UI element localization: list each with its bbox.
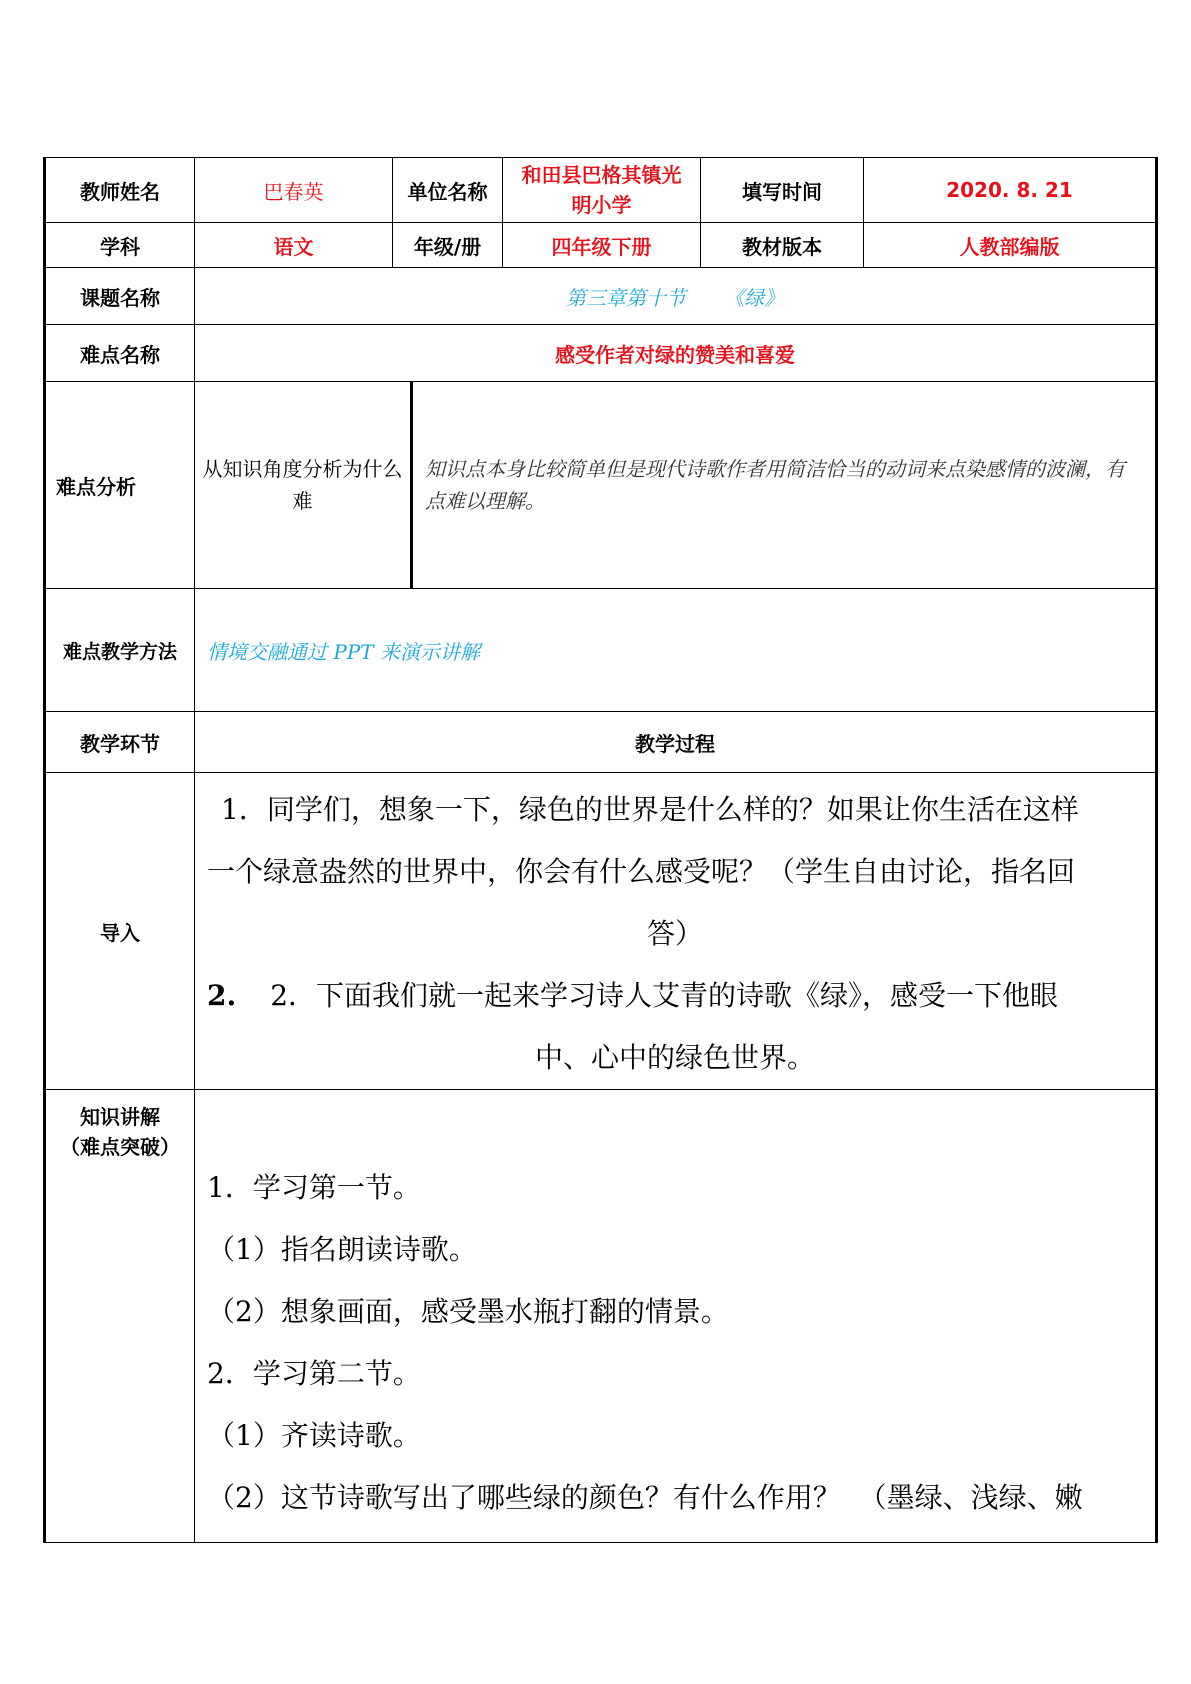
- knowledge-row: [45, 1090, 1157, 1543]
- difficulty-row: [45, 325, 1157, 382]
- grade-value: 四年级下册: [503, 223, 701, 268]
- intro-line-2: 一个绿意盎然的世界中，你会有什么感受呢？（学生自由讨论，指名回: [207, 855, 1076, 888]
- intro-line-4-num: 2.: [207, 979, 237, 1012]
- knowledge-text: [195, 1103, 1155, 1529]
- intro-line-4-text: 2．下面我们就一起来学习诗人艾青的诗歌《绿》，感受一下他眼: [270, 979, 1059, 1012]
- analysis-sub-label: 从知识角度分析为什么难: [195, 382, 413, 588]
- grade-label: 年级/册: [393, 223, 503, 268]
- knowledge-line: （2）这节诗歌写出了哪些绿的颜色？有什么作用？ （墨绿、浅绿、嫩: [207, 1481, 1083, 1514]
- method-row: [45, 589, 1157, 712]
- method-text: 情境交融通过 PPT 来演示讲解: [195, 589, 1157, 712]
- intro-line-1: 1．同学们，想象一下，绿色的世界是什么样的？如果让你生活在这样: [221, 793, 1079, 826]
- method-label: 难点教学方法: [45, 589, 195, 712]
- edition-label: 教材版本: [701, 223, 864, 268]
- header-row-1: [45, 158, 1157, 223]
- knowledge-line: 1．学习第一节。: [207, 1171, 421, 1204]
- unit-value: [503, 158, 701, 223]
- knowledge-line: （1）指名朗读诗歌。: [207, 1233, 477, 1266]
- knowledge-line: （2）想象画面，感受墨水瓶打翻的情景。: [207, 1295, 729, 1328]
- knowledge-content: [195, 1090, 1157, 1543]
- lesson-plan-table: [43, 157, 1158, 1543]
- topic-label: 课题名称: [45, 268, 195, 325]
- unit-value-line1: 和田县巴格其镇光: [521, 163, 682, 187]
- header-row-2: [45, 223, 1157, 268]
- topic-value: 第三章第十节 《绿》: [195, 268, 1157, 325]
- intro-line-3: 答）: [646, 917, 703, 950]
- intro-content: [195, 773, 1157, 1090]
- analysis-inner: [195, 382, 1155, 588]
- analysis-label: 难点分析: [45, 382, 195, 589]
- subject-label: 学科: [45, 223, 195, 268]
- intro-line-4: [207, 965, 1143, 1027]
- difficulty-value: 感受作者对绿的赞美和喜爱: [195, 325, 1157, 382]
- edition-value: 人教部编版: [864, 223, 1157, 268]
- analysis-content: [195, 382, 1157, 589]
- topic-row: [45, 268, 1157, 325]
- fill-time-label: 填写时间: [701, 158, 864, 223]
- knowledge-label-line1: 知识讲解: [80, 1105, 160, 1129]
- intro-label: 导入: [45, 773, 195, 1090]
- intro-text: [195, 773, 1155, 1089]
- teacher-label: 教师姓名: [45, 158, 195, 223]
- fill-time-value: 2020. 8. 21: [864, 158, 1157, 223]
- knowledge-label: [45, 1090, 195, 1543]
- intro-row: [45, 773, 1157, 1090]
- analysis-text: 知识点本身比较简单但是现代诗歌作者用简洁恰当的动词来点染感情的波澜，有点难以理解。: [425, 457, 1125, 513]
- knowledge-label-line2: （难点突破）: [60, 1135, 180, 1159]
- subject-value: 语文: [195, 223, 393, 268]
- teacher-value: 巴春英: [195, 158, 393, 223]
- intro-line-5: 中、心中的绿色世界。: [534, 1041, 815, 1074]
- analysis-row: [45, 382, 1157, 589]
- process-header-row: [45, 712, 1157, 773]
- knowledge-line: （1）齐读诗歌。: [207, 1419, 421, 1452]
- knowledge-line: 2．学习第二节。: [207, 1357, 421, 1390]
- unit-label: 单位名称: [393, 158, 503, 223]
- process-label: 教学过程: [195, 712, 1157, 773]
- difficulty-label: 难点名称: [45, 325, 195, 382]
- unit-value-line2: 明小学: [571, 193, 632, 217]
- stage-label: 教学环节: [45, 712, 195, 773]
- lesson-plan-sheet: [43, 157, 1155, 1543]
